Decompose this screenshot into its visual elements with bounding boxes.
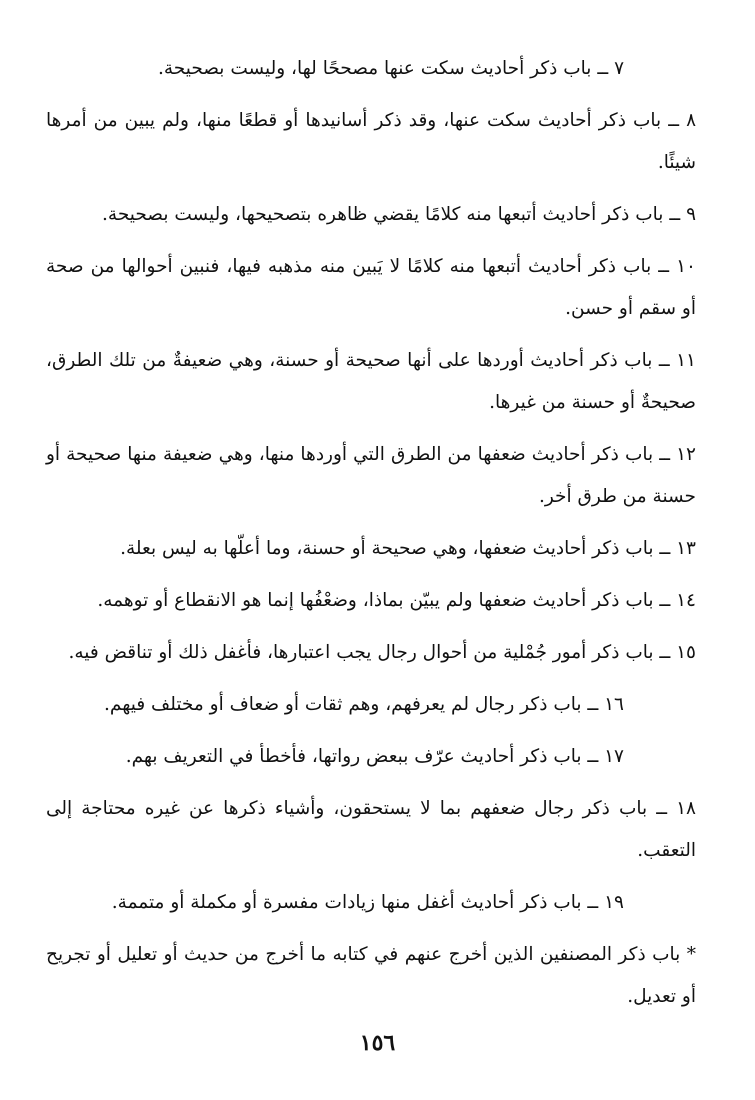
page-number: ١٥٦: [359, 1030, 396, 1056]
page-body: [46, 48, 696, 1028]
chapter-item-authors: * باب ذكر المصنفين الذين أخرج عنهم في كتابه ما أخرج من حديث أو تعليل أو تجريح أو تعديل.: [46, 944, 696, 1007]
chapter-item-16: ١٦ ــ باب ذكر رجال لم يعرفهم، وهم ثقات أو ضعاف أو مختلف فيهم.: [104, 694, 624, 715]
chapter-item-15: ١٥ ــ باب ذكر أمور جُمْلية من أحوال رجال يجب اعتبارها، فأغفل ذلك أو تناقض فيه.: [68, 642, 696, 663]
chapter-item-8: ٨ ــ باب ذكر أحاديث سكت عنها، وقد ذكر أسانيدها أو قطعًا منها، ولم يبين من أمرها شيئًا.: [46, 110, 696, 173]
chapter-item-13: ١٣ ــ باب ذكر أحاديث ضعفها، وهي صحيحة أو حسنة، وما أعلّها به ليس بعلة.: [120, 538, 696, 559]
chapter-item-17: ١٧ ــ باب ذكر أحاديث عرّف ببعض رواتها، فأخطأ في التعريف بهم.: [125, 746, 624, 767]
chapter-item-12: ١٢ ــ باب ذكر أحاديث ضعفها من الطرق التي أوردها منها، وهي ضعيفة منها صحيحة أو حسنة من طرق أخر.: [46, 444, 696, 507]
chapter-item-18: ١٨ ــ باب ذكر رجال ضعفهم بما لا يستحقون، وأشياء ذكرها عن غيره محتاجة إلى التعقب.: [46, 798, 696, 861]
chapter-item-14: ١٤ ــ باب ذكر أحاديث ضعفها ولم يبيّن بماذا، وضعْفُها إنما هو الانقطاع أو توهمه.: [97, 590, 696, 611]
chapter-item-7: ٧ ــ باب ذكر أحاديث سكت عنها مصححًا لها، وليست بصحيحة.: [158, 58, 624, 79]
chapter-item-11: ١١ ــ باب ذكر أحاديث أوردها على أنها صحيحة أو حسنة، وهي ضعيفةٌ من تلك الطرق، صحيحةٌ أو حسنة من غيرها.: [46, 350, 696, 413]
chapter-item-10: ١٠ ــ باب ذكر أحاديث أتبعها منه كلامًا لا يَبين منه مذهبه فيها، فنبين أحوالها من صحة أو سقم أو حسن.: [46, 256, 696, 319]
chapter-item-9: ٩ ــ باب ذكر أحاديث أتبعها منه كلامًا يقضي ظاهره بتصحيحها، وليست بصحيحة.: [102, 204, 696, 225]
chapter-item-19: ١٩ ــ باب ذكر أحاديث أغفل منها زيادات مفسرة أو مكملة أو متممة.: [111, 892, 624, 913]
